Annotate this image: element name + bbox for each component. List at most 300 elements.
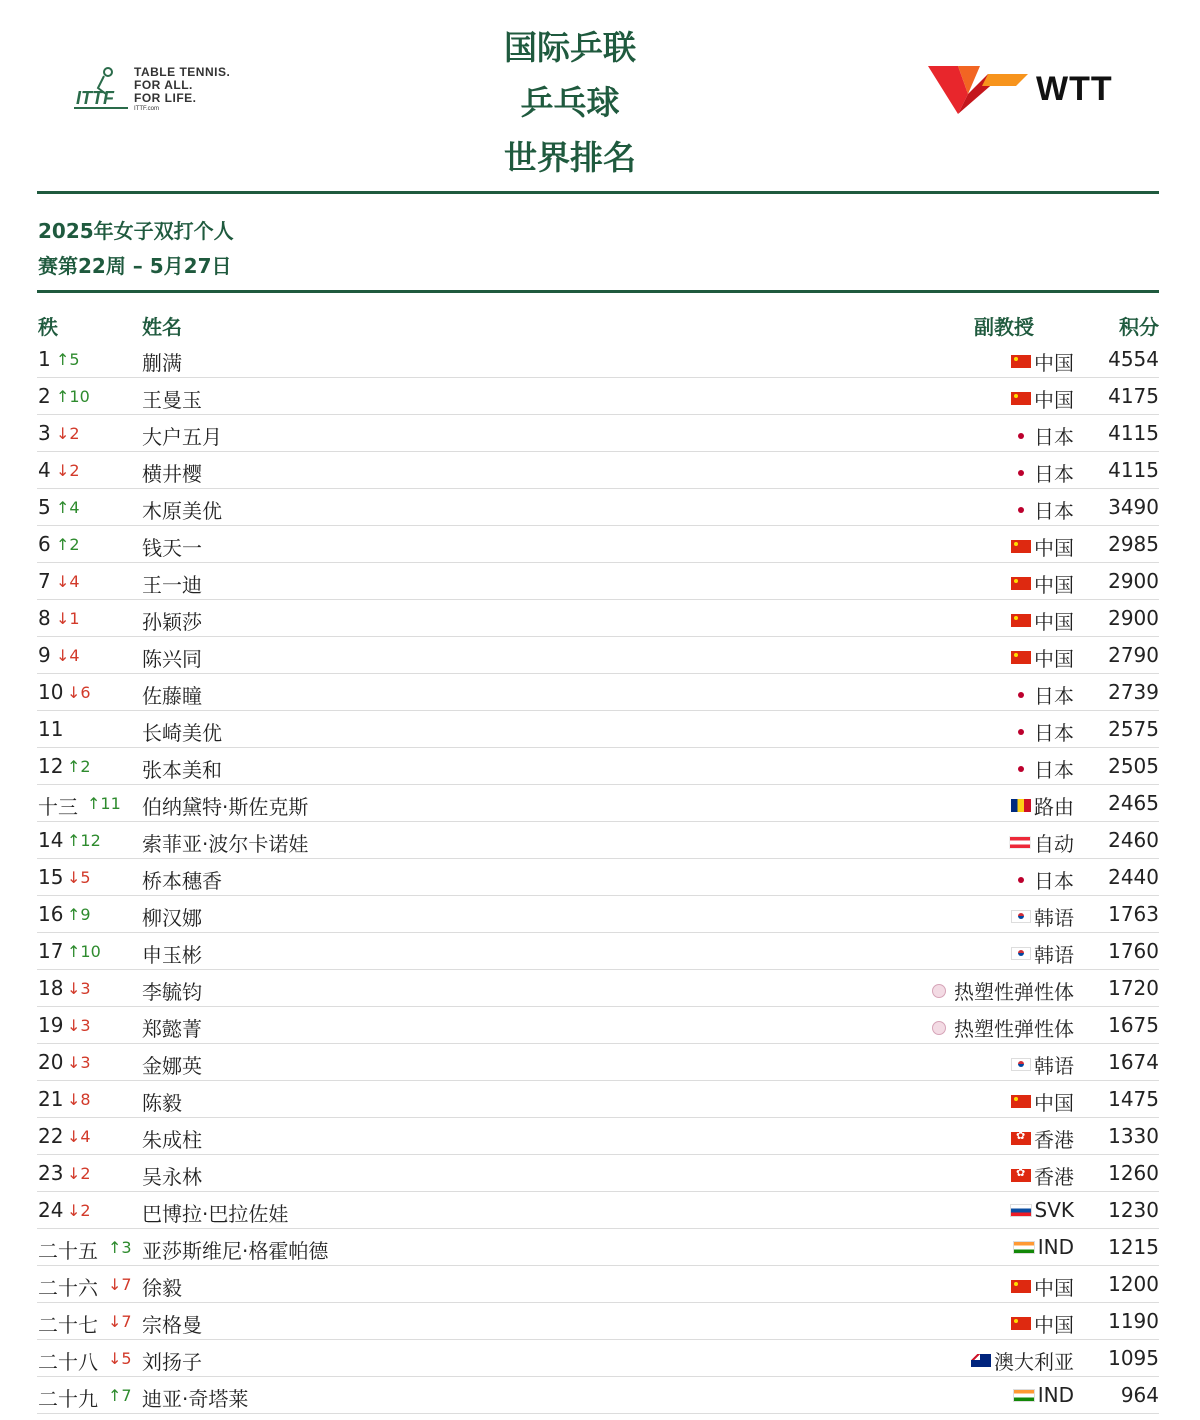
rank-down-indicator [108, 1312, 132, 1331]
player-name[interactable]: 大户五月 [142, 425, 222, 449]
table-row[interactable] [37, 785, 1159, 822]
title-line-1: 国际乒联 [504, 28, 636, 67]
rank-change-value: 12 [80, 831, 101, 850]
rank-value: 23 [38, 1161, 64, 1185]
association [1013, 1383, 1074, 1407]
points-value: 1763 [1108, 902, 1159, 926]
rank-value: 8 [38, 606, 51, 630]
rank-value: 11 [38, 717, 64, 741]
association [1011, 1050, 1074, 1079]
points-value: 2505 [1108, 754, 1159, 778]
wtt-logo[interactable] [928, 64, 1138, 118]
association [971, 1346, 1074, 1375]
association-name: 中国 [1034, 388, 1074, 412]
table-row[interactable] [37, 1118, 1159, 1155]
table-row[interactable] [37, 415, 1159, 452]
rank-change-value: 3 [121, 1238, 132, 1257]
points-value: 2440 [1108, 865, 1159, 889]
association [932, 976, 1074, 1005]
association-name: 日本 [1034, 425, 1074, 449]
ranking-table [37, 309, 1159, 1414]
title-line-3: 世界排名 [504, 138, 636, 177]
flag-at-icon [1009, 836, 1031, 849]
arrow-down-icon: ↓ [67, 1090, 81, 1109]
ittf-tagline-line3: FOR LIFE. [134, 91, 197, 105]
player-name[interactable]: 吴永林 [142, 1165, 202, 1189]
association [1011, 902, 1074, 931]
points-value: 2790 [1108, 643, 1159, 667]
association-name: 日本 [1034, 684, 1074, 708]
player-name[interactable]: 钱天一 [142, 536, 202, 560]
arrow-up-icon: ↑ [56, 387, 70, 406]
rank-value: 二十七 [38, 1313, 98, 1337]
table-row[interactable] [37, 822, 1159, 859]
rank-change-value: 3 [80, 1053, 91, 1072]
rank-down-indicator [67, 683, 91, 702]
points-value: 3490 [1108, 495, 1159, 519]
points-value: 1674 [1108, 1050, 1159, 1074]
rank-down-indicator [67, 868, 91, 887]
association [1011, 384, 1074, 413]
table-row[interactable] [37, 1266, 1159, 1303]
table-header [37, 309, 1159, 341]
association [1018, 421, 1074, 450]
association-name: 路由 [1034, 795, 1074, 819]
column-header-association[interactable]: 副教授 [974, 315, 1034, 339]
player-name[interactable]: 陈兴同 [142, 647, 202, 671]
points-value: 1675 [1108, 1013, 1159, 1037]
table-row[interactable] [37, 341, 1159, 378]
association [1011, 643, 1074, 672]
rank-down-indicator [67, 1201, 91, 1220]
ittf-logo-icon [70, 64, 130, 116]
player-name[interactable]: 陈毅 [142, 1091, 182, 1115]
flag-cn-icon [1011, 540, 1031, 553]
player-name[interactable]: 郑懿菁 [142, 1017, 202, 1041]
association-name: 澳大利亚 [994, 1350, 1074, 1374]
player-name[interactable]: 横井樱 [142, 462, 202, 486]
player-name[interactable]: 宗格曼 [142, 1313, 202, 1337]
arrow-up-icon: ↑ [108, 1386, 122, 1405]
subtitle-divider [37, 290, 1159, 293]
flag-au-icon [971, 1354, 991, 1367]
rank-value: 19 [38, 1013, 64, 1037]
arrow-down-icon: ↓ [67, 1016, 81, 1035]
table-row[interactable] [37, 1303, 1159, 1340]
arrow-down-icon: ↓ [56, 424, 70, 443]
ittf-tagline-line1: TABLE TENNIS. [134, 65, 231, 79]
player-name[interactable]: 佐藤瞳 [142, 684, 202, 708]
association-name: IND [1037, 1383, 1074, 1407]
rank-down-indicator [56, 609, 80, 628]
points-value: 964 [1120, 1383, 1159, 1407]
rank-change-value: 5 [121, 1349, 132, 1368]
flag-jp-icon [1018, 507, 1024, 513]
association-name: 中国 [1034, 610, 1074, 634]
rank-change-value: 4 [69, 646, 80, 665]
rank-up-indicator [56, 350, 80, 369]
column-header-name[interactable]: 姓名 [142, 315, 182, 339]
association [1018, 495, 1074, 524]
wtt-logo-icon [928, 64, 1032, 116]
association [1011, 569, 1074, 598]
points-value: 1720 [1108, 976, 1159, 1000]
table-row[interactable] [37, 859, 1159, 896]
flag-kr-icon [1011, 1058, 1031, 1071]
ranking-subtitle [38, 214, 234, 284]
rank-value: 10 [38, 680, 64, 704]
rank-value: 24 [38, 1198, 64, 1222]
association [1011, 606, 1074, 635]
association-name: 韩语 [1034, 943, 1074, 967]
rank-up-indicator [56, 387, 90, 406]
rank-down-indicator [108, 1349, 132, 1368]
rank-down-indicator [67, 1090, 91, 1109]
rank-change-value: 4 [80, 1127, 91, 1146]
flag-jp-icon [1018, 433, 1024, 439]
rank-change-value: 7 [121, 1275, 132, 1294]
ittf-tagline [134, 66, 230, 113]
flag-jp-icon [1018, 729, 1024, 735]
player-name[interactable]: 伯纳黛特·斯佐克斯 [142, 795, 309, 819]
rank-up-indicator [67, 905, 91, 924]
flag-in-icon [1013, 1389, 1035, 1402]
table-row[interactable] [37, 1155, 1159, 1192]
points-value: 1230 [1108, 1198, 1159, 1222]
association [1018, 717, 1074, 746]
player-name[interactable]: 桥本穗香 [142, 869, 222, 893]
player-name[interactable]: 索菲亚·波尔卡诺娃 [142, 832, 309, 856]
points-value: 1760 [1108, 939, 1159, 963]
flag-cn-icon [1011, 1317, 1031, 1330]
rank-change-value: 3 [80, 1016, 91, 1035]
rank-up-indicator [87, 794, 121, 813]
association [1011, 1087, 1074, 1116]
table-row[interactable] [37, 637, 1159, 674]
points-value: 2460 [1108, 828, 1159, 852]
arrow-down-icon: ↓ [56, 572, 70, 591]
player-name[interactable]: 申玉彬 [142, 943, 202, 967]
player-name[interactable]: 徐毅 [142, 1276, 182, 1300]
association-name: 日本 [1034, 462, 1074, 486]
association [1018, 458, 1074, 487]
rank-down-indicator [108, 1275, 132, 1294]
flag-sk-icon [1010, 1204, 1032, 1217]
arrow-down-icon: ↓ [67, 683, 81, 702]
flag-kr-icon [1011, 947, 1031, 960]
points-value: 1260 [1108, 1161, 1159, 1185]
association [1011, 791, 1074, 820]
table-row[interactable] [37, 896, 1159, 933]
points-value: 1200 [1108, 1272, 1159, 1296]
flag-cn-icon [1011, 1280, 1031, 1293]
column-header-points[interactable]: 积分 [1119, 315, 1159, 339]
rank-change-value: 2 [80, 757, 91, 776]
association-name: 韩语 [1034, 906, 1074, 930]
subtitle-week: 赛第22周 – 5月27日 [38, 254, 232, 278]
flag-kr-icon [1011, 910, 1031, 923]
association-name: 日本 [1034, 721, 1074, 745]
rank-up-indicator [67, 831, 101, 850]
arrow-down-icon: ↓ [56, 461, 70, 480]
player-name[interactable]: 朱成柱 [142, 1128, 202, 1152]
rank-change-value: 2 [69, 424, 80, 443]
rank-value: 十三 [38, 795, 78, 819]
flag-cn-icon [1011, 392, 1031, 405]
table-row[interactable] [37, 970, 1159, 1007]
association-name: 韩语 [1034, 1054, 1074, 1078]
page-title [420, 20, 720, 185]
points-value: 1330 [1108, 1124, 1159, 1148]
rank-value: 9 [38, 643, 51, 667]
points-value: 1190 [1108, 1309, 1159, 1333]
rank-value: 二十九 [38, 1387, 98, 1411]
arrow-up-icon: ↑ [56, 498, 70, 517]
association-name: 香港 [1034, 1128, 1074, 1152]
rank-change-value: 4 [69, 498, 80, 517]
rank-value: 16 [38, 902, 64, 926]
rank-down-indicator [56, 461, 80, 480]
rank-change-value: 5 [80, 868, 91, 887]
rank-change-value: 1 [69, 609, 80, 628]
rank-value: 5 [38, 495, 51, 519]
table-row[interactable] [37, 378, 1159, 415]
rank-value: 二十五 [38, 1239, 98, 1263]
rank-value: 2 [38, 384, 51, 408]
points-value: 4554 [1108, 347, 1159, 371]
title-line-2: 乒乓球 [520, 83, 620, 122]
flag-cn-icon [1011, 355, 1031, 368]
table-row[interactable] [37, 452, 1159, 489]
rank-change-value: 11 [100, 794, 121, 813]
rank-change-value: 10 [80, 942, 101, 961]
rank-change-value: 7 [121, 1386, 132, 1405]
player-name[interactable]: 李毓钧 [142, 980, 202, 1004]
arrow-down-icon: ↓ [108, 1349, 122, 1368]
arrow-up-icon: ↑ [56, 535, 70, 554]
flag-tp-icon [932, 984, 946, 998]
rank-down-indicator [56, 424, 80, 443]
association-name: 香港 [1034, 1165, 1074, 1189]
flag-hk-icon [1011, 1169, 1031, 1182]
table-row[interactable] [37, 489, 1159, 526]
association-name: IND [1037, 1235, 1074, 1259]
rank-up-indicator [56, 535, 80, 554]
player-name[interactable]: 蒯满 [142, 351, 182, 375]
rank-value: 14 [38, 828, 64, 852]
rank-down-indicator [56, 572, 80, 591]
association [1011, 939, 1074, 968]
flag-cn-icon [1011, 614, 1031, 627]
rank-down-indicator [67, 979, 91, 998]
table-row[interactable] [37, 1044, 1159, 1081]
player-name[interactable]: 王曼玉 [142, 388, 202, 412]
flag-cn-icon [1011, 577, 1031, 590]
rank-change-value: 2 [69, 461, 80, 480]
flag-jp-icon [1018, 766, 1024, 772]
rank-change-value: 3 [80, 979, 91, 998]
table-row[interactable] [37, 1229, 1159, 1266]
association [1018, 865, 1074, 894]
association-name: 日本 [1034, 758, 1074, 782]
table-row[interactable] [37, 1081, 1159, 1118]
association-name: 热塑性弹性体 [954, 1017, 1074, 1041]
rank-change-value: 4 [69, 572, 80, 591]
association [1011, 1124, 1074, 1153]
table-row[interactable] [37, 1007, 1159, 1044]
association-name: 中国 [1034, 647, 1074, 671]
arrow-down-icon: ↓ [67, 868, 81, 887]
rank-down-indicator [67, 1164, 91, 1183]
rank-change-value: 9 [80, 905, 91, 924]
arrow-down-icon: ↓ [67, 1053, 81, 1072]
points-value: 2900 [1108, 569, 1159, 593]
player-name[interactable]: 巴博拉·巴拉佐娃 [142, 1202, 289, 1226]
table-row[interactable] [37, 933, 1159, 970]
arrow-down-icon: ↓ [56, 609, 70, 628]
table-row[interactable] [37, 563, 1159, 600]
association [1009, 828, 1074, 857]
rank-value: 15 [38, 865, 64, 889]
table-row[interactable] [37, 748, 1159, 785]
association-name: 中国 [1034, 573, 1074, 597]
page-header [0, 0, 1200, 190]
association-name: 中国 [1034, 351, 1074, 375]
points-value: 1475 [1108, 1087, 1159, 1111]
ittf-url: ITTF.com [134, 106, 159, 112]
rank-up-indicator [108, 1238, 132, 1257]
flag-ro-icon [1011, 799, 1031, 812]
association [1013, 1235, 1074, 1259]
rank-down-indicator [67, 1127, 91, 1146]
rank-value: 22 [38, 1124, 64, 1148]
table-row[interactable] [37, 526, 1159, 563]
association [1018, 754, 1074, 783]
rank-value: 3 [38, 421, 51, 445]
ittf-logo[interactable] [70, 62, 270, 122]
rank-change-value: 2 [69, 535, 80, 554]
points-value: 2465 [1108, 791, 1159, 815]
arrow-up-icon: ↑ [56, 350, 70, 369]
player-name[interactable]: 亚莎斯维尼·格霍帕德 [142, 1239, 329, 1263]
flag-jp-icon [1018, 470, 1024, 476]
table-row[interactable] [37, 1192, 1159, 1229]
rank-value: 18 [38, 976, 64, 1000]
player-name[interactable]: 张本美和 [142, 758, 222, 782]
arrow-up-icon: ↑ [67, 757, 81, 776]
player-name[interactable]: 金娜英 [142, 1054, 202, 1078]
rank-value: 20 [38, 1050, 64, 1074]
rank-change-value: 10 [69, 387, 90, 406]
association [1011, 1272, 1074, 1301]
player-name[interactable]: 刘扬子 [142, 1350, 202, 1374]
points-value: 2575 [1108, 717, 1159, 741]
rank-up-indicator [56, 498, 80, 517]
rank-up-indicator [67, 757, 91, 776]
wtt-logo-text: WTT [1036, 70, 1113, 108]
rank-change-value: 2 [80, 1201, 91, 1220]
player-name[interactable]: 木原美优 [142, 499, 222, 523]
rank-value: 7 [38, 569, 51, 593]
association [1010, 1198, 1075, 1222]
player-name[interactable]: 王一迪 [142, 573, 202, 597]
player-name[interactable]: 长崎美优 [142, 721, 222, 745]
points-value: 1215 [1108, 1235, 1159, 1259]
rank-change-value: 7 [121, 1312, 132, 1331]
association-name: 热塑性弹性体 [954, 980, 1074, 1004]
points-value: 2739 [1108, 680, 1159, 704]
rank-value: 21 [38, 1087, 64, 1111]
rank-value: 4 [38, 458, 51, 482]
arrow-up-icon: ↑ [67, 831, 81, 850]
association-name: 日本 [1034, 869, 1074, 893]
points-value: 4115 [1108, 421, 1159, 445]
rank-down-indicator [56, 646, 80, 665]
association [1011, 532, 1074, 561]
table-row[interactable] [37, 674, 1159, 711]
player-name[interactable]: 柳汉娜 [142, 906, 202, 930]
player-name[interactable]: 迪亚·奇塔莱 [142, 1387, 249, 1411]
association [932, 1013, 1074, 1042]
ittf-tagline-line2: FOR ALL. [134, 78, 193, 92]
table-row[interactable] [37, 1377, 1159, 1414]
points-value: 2900 [1108, 606, 1159, 630]
table-row[interactable] [37, 1340, 1159, 1377]
rank-value: 二十六 [38, 1276, 98, 1300]
arrow-up-icon: ↑ [87, 794, 101, 813]
rank-change-value: 6 [80, 683, 91, 702]
rank-down-indicator [67, 1053, 91, 1072]
association-name: 日本 [1034, 499, 1074, 523]
rank-value: 二十八 [38, 1350, 98, 1374]
rank-value: 6 [38, 532, 51, 556]
points-value: 2985 [1108, 532, 1159, 556]
arrow-down-icon: ↓ [67, 979, 81, 998]
arrow-down-icon: ↓ [67, 1164, 81, 1183]
table-body [37, 341, 1159, 1414]
rank-change-value: 8 [80, 1090, 91, 1109]
association [1018, 680, 1074, 709]
points-value: 4115 [1108, 458, 1159, 482]
subtitle-category: 2025年女子双打个人 [38, 219, 234, 243]
points-value: 1095 [1108, 1346, 1159, 1370]
rank-value: 17 [38, 939, 64, 963]
table-row[interactable] [37, 600, 1159, 637]
ittf-mark-text: ITTF [76, 88, 114, 108]
association-name: 中国 [1034, 1313, 1074, 1337]
rank-change-value: 5 [69, 350, 80, 369]
rank-down-indicator [67, 1016, 91, 1035]
association-name: SVK [1034, 1198, 1074, 1222]
arrow-up-icon: ↑ [67, 905, 81, 924]
rank-up-indicator [67, 942, 101, 961]
arrow-down-icon: ↓ [108, 1275, 122, 1294]
table-row[interactable] [37, 711, 1159, 748]
flag-tp-icon [932, 1021, 946, 1035]
flag-hk-icon [1011, 1132, 1031, 1145]
player-name[interactable]: 孙颖莎 [142, 610, 202, 634]
association-name: 中国 [1034, 1276, 1074, 1300]
arrow-up-icon: ↑ [67, 942, 81, 961]
association-name: 中国 [1034, 536, 1074, 560]
arrow-down-icon: ↓ [108, 1312, 122, 1331]
association [1011, 347, 1074, 376]
flag-cn-icon [1011, 1095, 1031, 1108]
flag-jp-icon [1018, 877, 1024, 883]
flag-in-icon [1013, 1241, 1035, 1254]
column-header-rank[interactable]: 秩 [38, 315, 58, 339]
rank-value: 12 [38, 754, 64, 778]
